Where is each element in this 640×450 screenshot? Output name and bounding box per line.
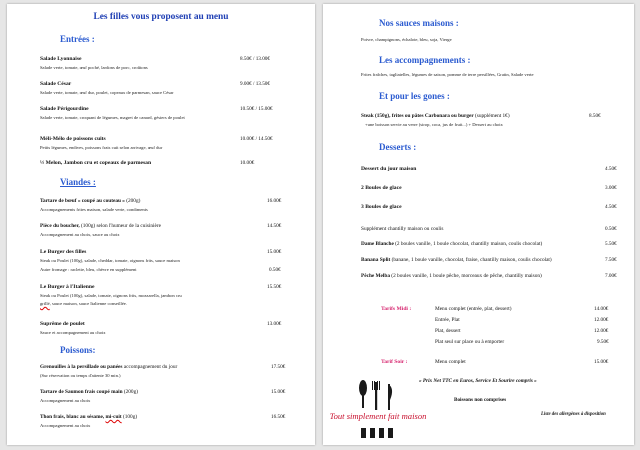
item-extra: Autre fromage : raclette, bleu, chèvre en supplément <box>40 267 137 272</box>
item-desc: Salade verte, tomate, œuf poché, lardons de porc, croûtons <box>40 65 148 70</box>
item-price: 17.50€ <box>271 364 286 370</box>
item-desc: Salade verte, tomate, croquant de légumes, magret de canard, gésiers de poulet <box>40 115 185 120</box>
dessert-special: Banana Split (banane, 1 boule vanille, chocolat, fraise, chantilly maison, coulis chocolat) <box>361 257 552 263</box>
dessert-special: Dame Blanche (2 boules vanille, 1 boule chocolat, chantilly maison, coulis chocolat) <box>361 241 543 247</box>
tarif-soir-label: Tarif Soir : <box>381 359 408 365</box>
dessert-name: 2 Boules de glace <box>361 185 402 191</box>
dessert-price: 5.50€ <box>605 241 617 247</box>
gones-price: 8.50€ <box>589 113 601 119</box>
section-sauces: Nos sauces maisons : <box>379 18 459 28</box>
tarif-soir-price: 15.00€ <box>594 359 609 365</box>
section-entrees: Entrées : <box>60 34 95 44</box>
item-name: Salade Lyonnaise <box>40 56 82 62</box>
item-desc: Salade verte, tomate, œuf dur, poulet, copeaux de parmesan, sauce César <box>40 90 174 95</box>
dessert-price: 7.50€ <box>605 257 617 263</box>
item-price-extra: 0.50€ <box>269 267 281 273</box>
item-price: 9.00€ / 13.50€ <box>240 81 270 87</box>
dessert-special: Pêche Melba (2 boules vanille, 1 boule pêche, morceaux de pêche, chantilly maison) <box>361 273 542 279</box>
logo-text: Tout simplement fait maison <box>329 411 427 421</box>
item-boucher: Pièce du boucher, (100g) selon l'humeur de la cuisinière <box>40 223 161 229</box>
item-desc: Steak ou Poulet (100g), salade, cheddar, tomate, oignons frits, sauce maison <box>40 258 180 263</box>
gones-line1: Steak (150g), frites ou pâtes Carbonara ou burger (supplément 1€) <box>361 113 510 119</box>
tarif-row: Menu complet (entrée, plat, dessert) <box>435 306 512 312</box>
item-price: 16.50€ <box>271 414 286 420</box>
tarif-price: 12.00€ <box>594 328 609 334</box>
tarif-soir-text: Menu complet <box>435 359 466 365</box>
dessert-price: 0.50€ <box>605 226 617 232</box>
dessert-price: 3.00€ <box>605 185 617 191</box>
section-poissons: Poissons: <box>60 345 96 355</box>
item-desc: grillé, sauce maison, sauce Italienne conseillée. <box>40 301 127 306</box>
item-price: 10.00€ <box>240 160 255 166</box>
item-name: Le Burger à l'Italienne <box>40 284 95 290</box>
tarif-price: 12.00€ <box>594 317 609 323</box>
section-accompagnements: Les accompagnements : <box>379 55 471 65</box>
section-desserts: Desserts : <box>379 142 417 152</box>
item-grenouilles: Grenouilles à la persillade ou panées accompagnement du jour <box>40 364 178 370</box>
item-name: Salade Périgourdine <box>40 106 89 112</box>
dessert-price: 4.50€ <box>605 204 617 210</box>
item-name: Salade César <box>40 81 72 87</box>
dessert-supplement: Supplément chantilly maison ou coulis <box>361 226 444 232</box>
tarif-row: Entrée, Plat <box>435 317 460 323</box>
menu-title: Les filles vous proposent au menu <box>93 12 229 22</box>
prix-note: « Prix Net TTC en Euros, Service Et Sourire compris » <box>419 378 537 384</box>
item-saumon: Tartare de Saumon frais coupé main (200g) <box>40 389 138 395</box>
section-viandes: Viandes : <box>60 177 96 187</box>
tarif-row: Plat seul sur place ou à emporter <box>435 339 505 345</box>
gones-line2: +une boisson servie au verre (sirop, coca, jus de fruit...) + Dessert au choix <box>365 122 503 127</box>
allergenes-note: Liste des allergènes à disposition <box>541 412 606 417</box>
item-price: 14.50€ <box>267 223 282 229</box>
item-desc: Accompagnement au choix, sauce au choix <box>40 232 120 237</box>
item-price: 10.50€ / 15.00€ <box>240 106 273 112</box>
sauces-text: Poivre, champignons, échalote, bleu, soja, Vierge <box>361 37 452 42</box>
item-desc: (Sur réservation ou temps d'attente 30 min.) <box>40 373 121 378</box>
tarif-price: 9.50€ <box>597 339 609 345</box>
dessert-price: 7.00€ <box>605 273 617 279</box>
item-price: 15.50€ <box>267 284 282 290</box>
item-price: 15.00€ <box>267 249 282 255</box>
item-desc: Accompagnement au choix <box>40 398 91 403</box>
item-name: Suprême de poulet <box>40 321 85 327</box>
tarifs-midi-label: Tarifs Midi : <box>381 306 412 312</box>
item-name: Méli-Mélo de poissons cuits <box>40 136 106 142</box>
item-melon: ½ Melon, Jambon cru et copeaux de parmesan <box>40 160 152 166</box>
item-desc: Accompagnement au choix <box>40 423 91 428</box>
menu-page-left <box>7 4 315 445</box>
item-price: 8.50€ / 13.00€ <box>240 56 270 62</box>
item-desc: Petits légumes, endives, poissons frais cuit selon arrivage, œuf dur <box>40 145 163 150</box>
item-name: Le Burger des filles <box>40 249 87 255</box>
dessert-name: 3 Boules de glace <box>361 204 402 210</box>
boissons-note: Boissons non comprises <box>454 397 507 403</box>
item-desc: Sauce et accompagnement au choix <box>40 330 106 335</box>
item-price: 15.00€ <box>271 389 286 395</box>
item-thon: Thon frais, blanc au sésame, mi-cuit (100g) <box>40 414 138 420</box>
dessert-price: 4.50€ <box>605 166 617 172</box>
section-gones: Et pour les gones : <box>379 91 450 101</box>
item-tartare: Tartare de bœuf « coupé au couteau » (200g) <box>40 198 141 204</box>
item-desc: Steak ou Poulet (100g), salade, tomate, oignons frits, mozzarella, jambon cru <box>40 293 182 298</box>
menu-page-right <box>323 4 634 445</box>
item-desc: Accompagnements frites maison, salade verte, condiments <box>40 207 148 212</box>
dessert-name: Dessert du jour maison <box>361 166 417 172</box>
fait-maison-logo <box>329 378 427 442</box>
tarif-row: Plat, dessert <box>435 328 461 334</box>
item-price: 16.00€ <box>267 198 282 204</box>
item-price: 13.00€ <box>267 321 282 327</box>
tarif-price: 14.00€ <box>594 306 609 312</box>
accomp-text: Frites fraîches, tagliatelles, légumes de saison, pomme de terre persillées, Gratin, Salade verte <box>361 72 534 77</box>
item-price: 10.00€ / 14.50€ <box>240 136 273 142</box>
